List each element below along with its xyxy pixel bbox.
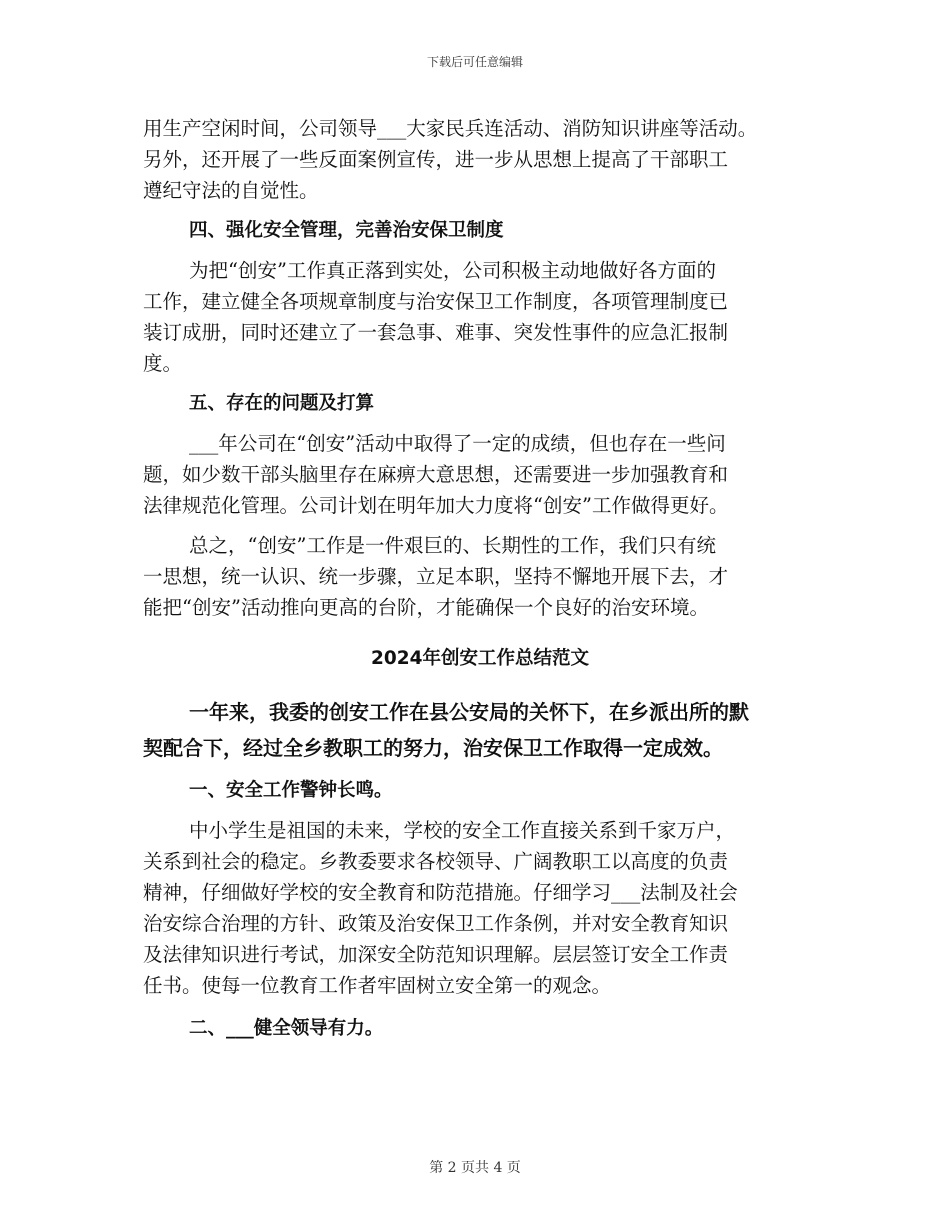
paragraph-line: 能把“创安”活动推向更高的台阶，才能确保一个良好的治安环境。 [143,596,709,619]
paragraph-line: 装订成册，同时还建立了一套急事、难事、突发性事件的应急汇报制 [143,321,729,344]
section-heading: 一、安全工作警钟长鸣。 [189,780,393,801]
section-heading: 四、强化安全管理，完善治安保卫制度 [189,220,504,241]
paragraph-line: 精神，仔细做好学校的安全教育和防范措施。仔细学习___法制及社会 [143,881,738,904]
page-footer: 第 2 页共 4 页 [429,1160,521,1176]
paragraph-line: 另外，还开展了一些反面案例宣传，进一步从思想上提高了干部职工 [143,148,729,171]
paragraph-line: 关系到社会的稳定。乡教委要求各校领导、广阔教职工以高度的负责 [143,850,729,873]
paragraph-line: 治安综合治理的方针、政策及治安保卫工作条例，并对安全教育知识 [143,912,729,935]
intro-line: 一年来，我委的创安工作在县公安局的关怀下，在乡派出所的默 [189,700,749,724]
paragraph-line: 及法律知识进行考试，加深安全防范知识理解。层层签订安全工作责 [143,943,729,966]
paragraph-line: 度。 [143,352,183,375]
section-heading: 五、存在的问题及打算 [189,393,375,414]
paragraph-line: 法律规范化管理。公司计划在明年加大力度将“创安”工作做得更好。 [143,494,729,517]
article-title: 2024年创安工作总结范文 [371,648,589,669]
paragraph-line: 题，如少数干部头脑里存在麻痹大意思想，还需要进一步加强教育和 [143,463,729,486]
paragraph-line: 总之，“创安”工作是一件艰巨的、长期性的工作，我们只有统 [189,534,716,557]
paragraph-line: 中小学生是祖国的未来，学校的安全工作直接关系到千家万户， [189,819,736,842]
paragraph-line: 一思想，统一认识、统一步骤，立足本职，坚持不懈地开展下去，才 [143,565,729,588]
paragraph-line: 任书。使每一位教育工作者牢固树立安全第一的观念。 [143,974,612,997]
paragraph-line: 遵纪守法的自觉性。 [143,179,319,202]
paragraph-line: 用生产空闲时间，公司领导___大家民兵连活动、消防知识讲座等活动。 [143,117,758,140]
paragraph-line: 为把“创安”工作真正落到实处，公司积极主动地做好各方面的 [189,259,716,282]
page-header: 下载后可任意编辑 [426,55,523,69]
intro-line: 契配合下，经过全乡教职工的努力，治安保卫工作取得一定成效。 [143,736,723,760]
section-heading: 二、___健全领导有力。 [189,1018,384,1039]
paragraph-line: 工作，建立健全各项规章制度与治安保卫工作制度，各项管理制度已 [143,290,729,313]
paragraph-line: ___年公司在“创安”活动中取得了一定的成绩，但也存在一些问 [189,432,726,455]
document-body [143,113,817,1044]
